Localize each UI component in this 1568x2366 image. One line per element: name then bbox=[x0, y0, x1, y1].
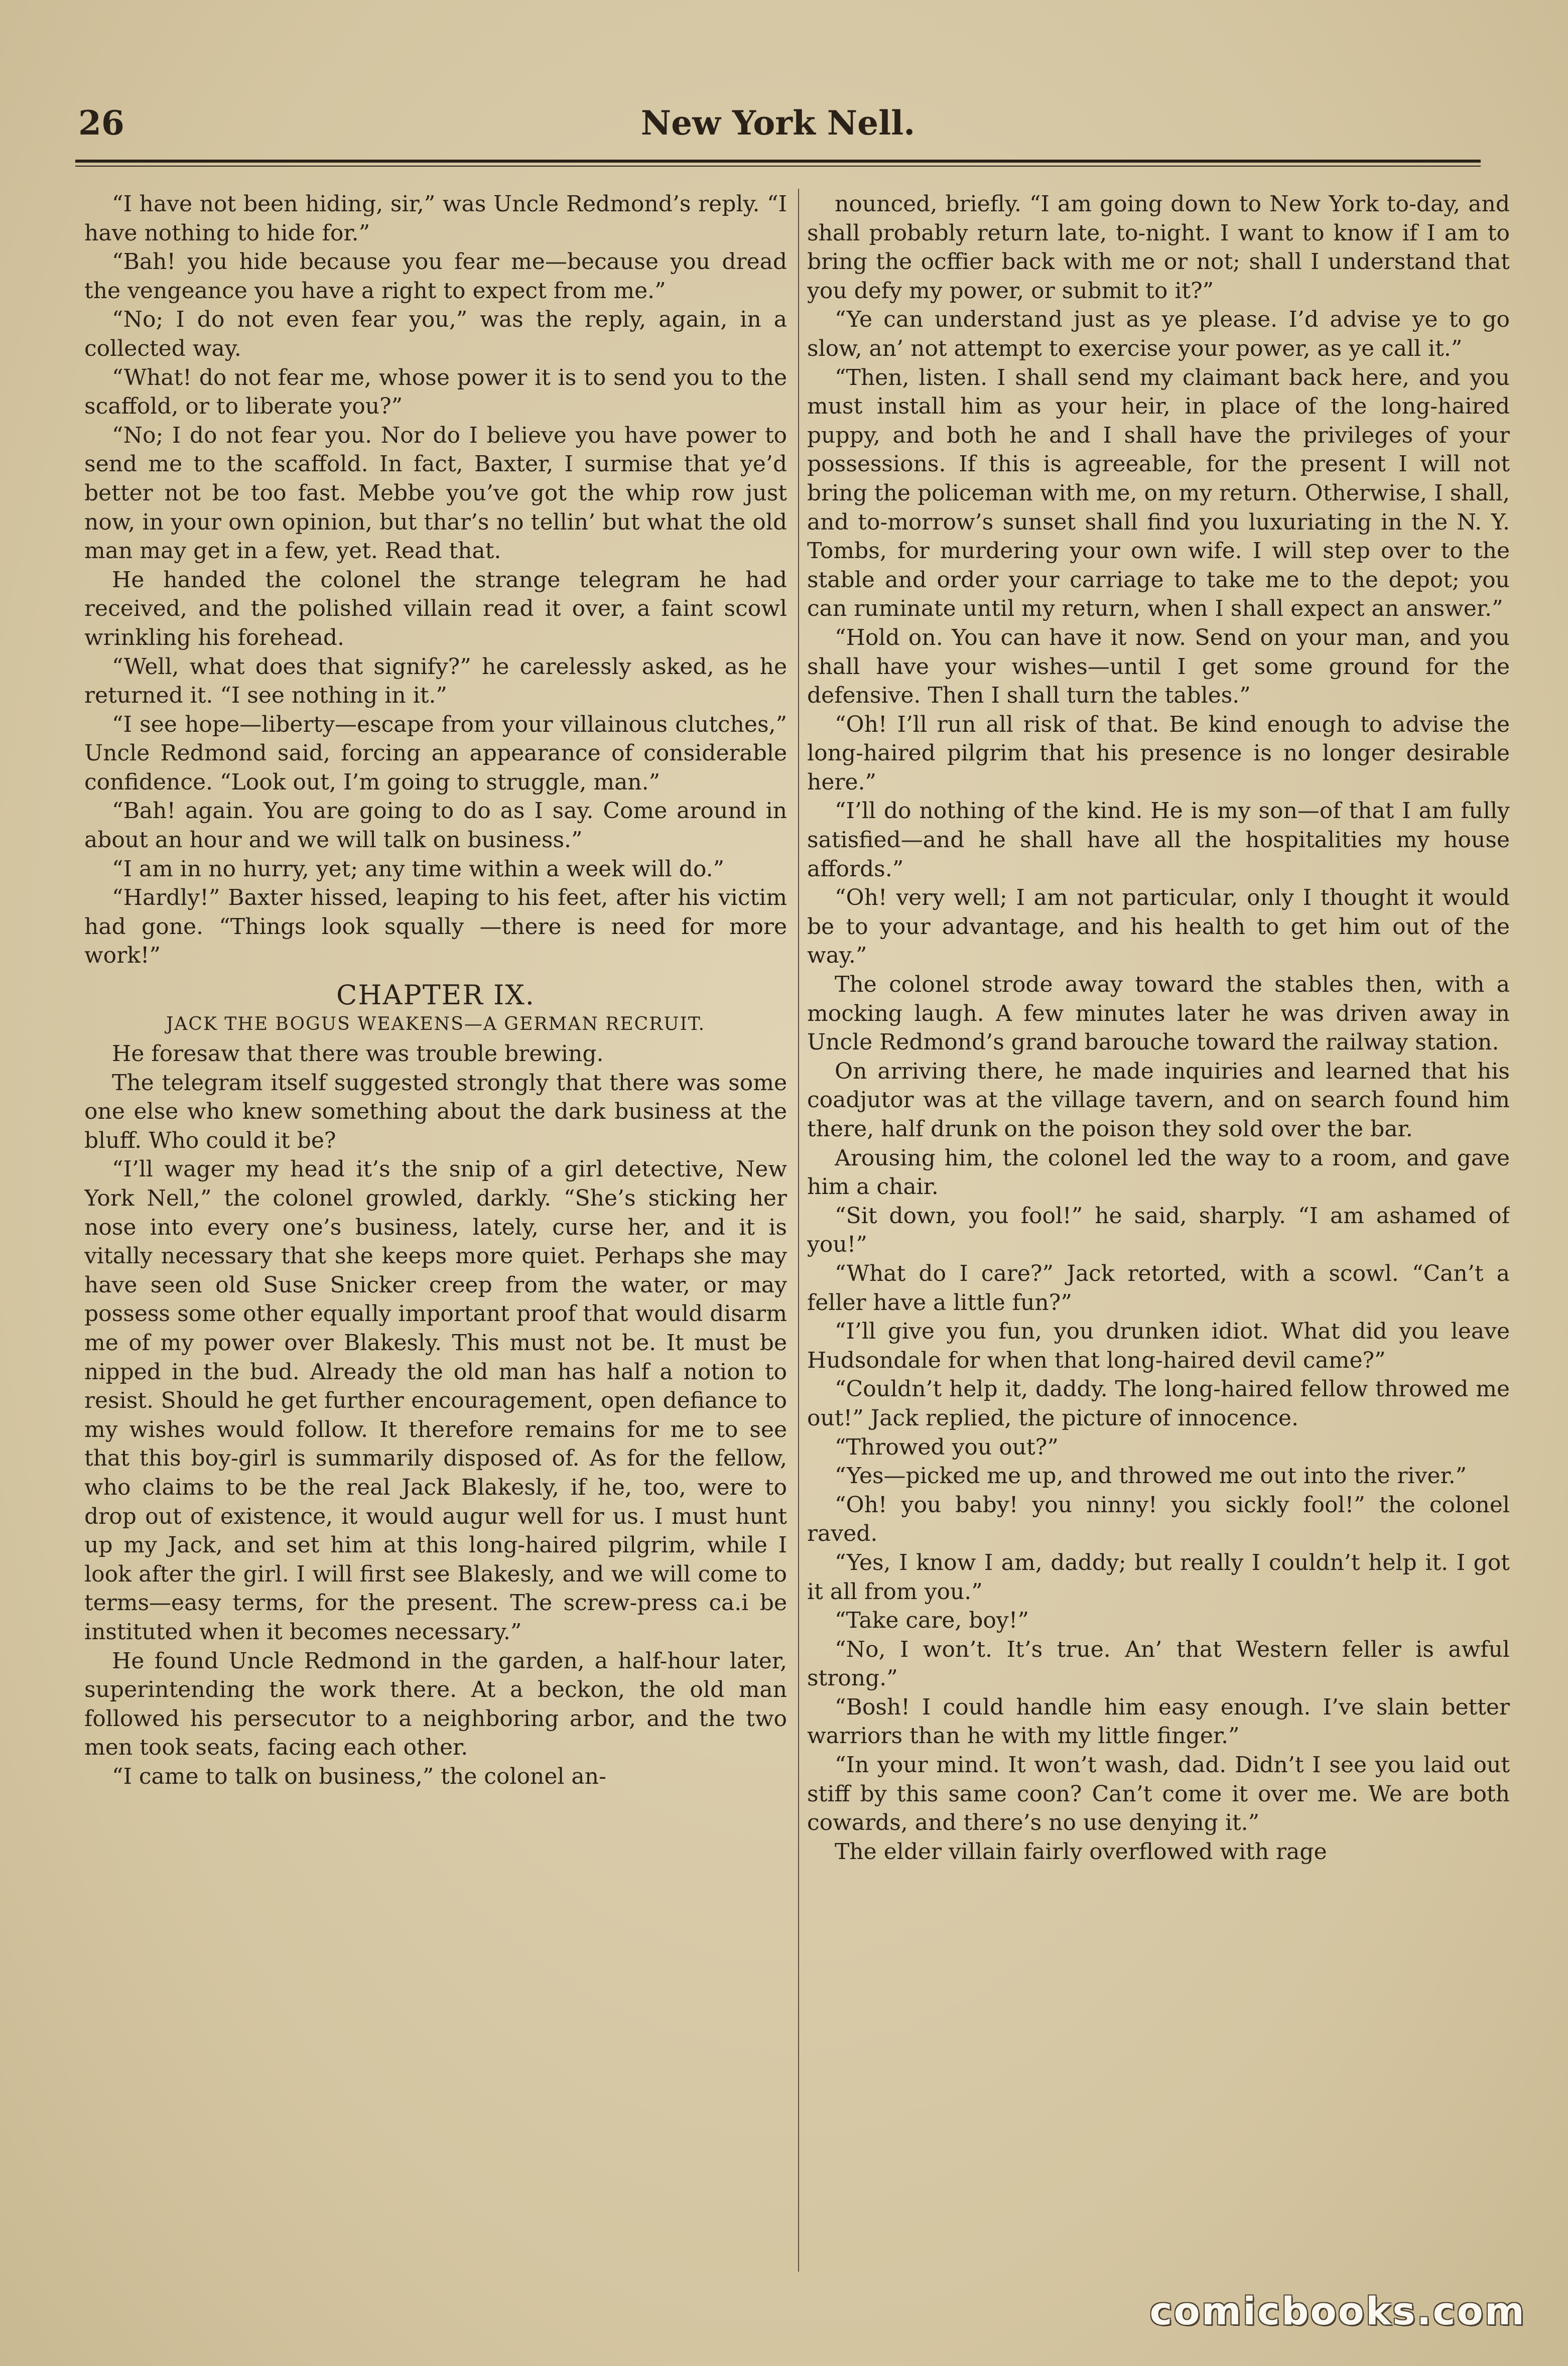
header-rule bbox=[75, 160, 1481, 167]
page-header bbox=[75, 98, 1481, 154]
paragraph: “Take care, boy!” bbox=[835, 1608, 1029, 1634]
paragraph: He foresaw that there was trouble brewing. bbox=[112, 1041, 604, 1067]
page-number: 26 bbox=[78, 103, 124, 143]
paragraph: nounced, briefly. “I am going down to New York to-day, and shall probably return late, to-night. I want to know if I am to bring the ocffier back with me or not; shall I understand that you defy my power, or submit to it?” bbox=[807, 191, 1510, 304]
paragraph: “What! do not fear me, whose power it is to send you to the scaffold, or to liberate you?” bbox=[84, 364, 787, 420]
paragraph: “Yes, I know I am, daddy; but really I couldn’t help it. I got it all from you.” bbox=[807, 1549, 1510, 1605]
paragraph: “I’ll give you fun, you drunken idiot. What did you leave Hudsondale for when that long-haired devil came?” bbox=[807, 1319, 1510, 1373]
paragraph: “Bah! again. You are going to do as I say. Come around in about an hour and we will talk on business.” bbox=[84, 798, 787, 853]
paragraph: The colonel strode away toward the stables then, with a mocking laugh. A few minutes later he was driven away in Uncle Redmond’s grand barouche toward the railway station. bbox=[807, 972, 1510, 1056]
watermark: comicbooks.com bbox=[1149, 2289, 1526, 2333]
chapter-subtitle: JACK THE BOGUS WEAKENS—A GERMAN RECRUIT. bbox=[166, 1014, 706, 1035]
paragraph: “No, I won’t. It’s true. An’ that Western feller is awful strong.” bbox=[807, 1636, 1510, 1691]
paragraph: “I came to talk on business,” the colonel an- bbox=[112, 1763, 606, 1789]
paragraph: “Then, listen. I shall send my claimant back here, and you must install him as your heir, in place of the long-haired puppy, and both he and I shall have the privileges of your possessions. If this is agreeable, for the present I will not bring the policeman with me, on my return. Otherwise, I shall, and to-morrow’s sunset shall find you luxuriating in the N. Y. Tombs, for murdering your own wife. I will step over to the stable and order your carriage to take me to the depot; you can ruminate until my return, when I shall expect an answer.” bbox=[807, 364, 1510, 622]
chapter-title: CHAPTER IX. bbox=[336, 979, 535, 1011]
right-column bbox=[807, 190, 1510, 2273]
paragraph: “In your mind. It won’t wash, dad. Didn’t I see you laid out stiff by this same coon? Can’t come it over me. We are both cowards, and there’s no use denying it.” bbox=[807, 1752, 1510, 1836]
paragraph: On arriving there, he made inquiries and learned that his coadjutor was at the village tavern, and on search found him there, half drunk on the poison they sold over the bar. bbox=[807, 1058, 1510, 1142]
paragraph: The elder villain fairly overflowed with rage bbox=[835, 1838, 1327, 1865]
right-paragraphs bbox=[807, 190, 1510, 1866]
paragraph: “I have not been hiding, sir,” was Uncle Redmond’s reply. “I have nothing to hide for.” bbox=[84, 191, 787, 246]
paragraph: “No; I do not even fear you,” was the reply, again, in a collected way. bbox=[84, 307, 787, 361]
left-paragraphs-before bbox=[84, 190, 787, 970]
left-column bbox=[84, 190, 787, 2273]
paragraph: “I am in no hurry, yet; any time within a week will do.” bbox=[112, 856, 725, 882]
paragraph: “Bosh! I could handle him easy enough. I’ve slain better warriors than he with my little finger.” bbox=[807, 1694, 1510, 1749]
column-divider bbox=[798, 189, 799, 2272]
paragraph: “Yes—picked me up, and throwed me out into the river.” bbox=[835, 1463, 1467, 1489]
paragraph: “Oh! very well; I am not particular, only I thought it would be to your advantage, and his health to get him out of the way.” bbox=[807, 885, 1510, 969]
paragraph: “Hardly!” Baxter hissed, leaping to his feet, after his victim had gone. “Things look squally —there is need for more work!” bbox=[84, 885, 787, 969]
paragraph: “Hold on. You can have it now. Send on your man, and you shall have your wishes—until I get some ground for the defensive. Then I shall turn the tables.” bbox=[807, 624, 1510, 709]
paragraph: “What do I care?” Jack retorted, with a scowl. “Can’t a feller have a little fun?” bbox=[807, 1260, 1510, 1316]
paragraph: “I’ll do nothing of the kind. He is my son—of that I am fully satisfied—and he shall have all the hospitalities my house affords.” bbox=[807, 798, 1510, 882]
paragraph: “Couldn’t help it, daddy. The long-haired fellow throwed me out!” Jack replied, the picture of innocence. bbox=[807, 1376, 1510, 1431]
paragraph: “Sit down, you fool!” he said, sharply. “I am ashamed of you!” bbox=[807, 1203, 1510, 1258]
paragraph: “I see hope—liberty—escape from your villainous clutches,” Uncle Redmond said, forcing an appearance of considerable confidence. “Look out, I’m going to struggle, man.” bbox=[84, 711, 787, 795]
paragraph: He handed the colonel the strange telegram he had received, and the polished villain read it over, a faint scowl wrinkling his forehead. bbox=[84, 567, 787, 650]
paragraph: “Well, what does that signify?” he carelessly asked, as he returned it. “I see nothing in it.” bbox=[84, 653, 787, 709]
paragraph: “Throwed you out?” bbox=[835, 1434, 1059, 1460]
paragraph: He found Uncle Redmond in the garden, a half-hour later, superintending the work there. At a beckon, the old man followed his persecutor to a neighboring arbor, and the two men took seats, facing each other. bbox=[84, 1648, 787, 1761]
paragraph: “Bah! you hide because you fear me—because you dread the vengeance you have a right to expect from me.” bbox=[84, 249, 787, 304]
paragraph: Arousing him, the colonel led the way to a room, and gave him a chair. bbox=[807, 1145, 1510, 1200]
running-title: New York Nell. bbox=[640, 103, 916, 143]
paragraph: “Oh! you baby! you ninny! you sickly fool!” the colonel raved. bbox=[807, 1492, 1510, 1547]
left-paragraphs-after bbox=[84, 1039, 787, 1791]
paragraph: The telegram itself suggested strongly that there was some one else who knew something about the dark business at the bluff. Who could it be? bbox=[84, 1070, 787, 1153]
paragraph: “Ye can understand just as ye please. I’d advise ye to go slow, an’ not attempt to exercise your power, as ye call it.” bbox=[807, 307, 1510, 361]
paragraph: “No; I do not fear you. Nor do I believe you have power to send me to the scaffold. In fact, Baxter, I surmise that ye’d better not be too fast. Mebbe you’ve got the whip row just now, in your own opinion, but thar’s no tellin’ but what the old man may get in a few, yet. Read that. bbox=[84, 422, 787, 564]
paragraph: “Oh! I’ll run all risk of that. Be kind enough to advise the long-haired pilgrim that his presence is no longer desirable here.” bbox=[807, 711, 1510, 795]
paragraph: “I’ll wager my head it’s the snip of a girl detective, New York Nell,” the colonel growled, darkly. “She’s sticking her nose into every one’s business, lately, curse her, and it is vitally necessary that she keeps more quiet. Perhaps she may have seen old Suse Snicker creep from the water, or may possess some other equally important proof that would disarm me of my power over Blakesly. This must not be. It must be nipped in the bud. Already the old man has half a notion to resist. Should he get further encouragement, open defiance to my wishes would follow. It therefore remains for me to see that this boy-girl is summarily disposed of. As for the fellow, who claims to be the real Jack Blakesly, if he, too, were to drop out of existence, it would augur well for us. I must hunt up my Jack, and set him at this long-haired pilgrim, while I look after the girl. I will first see Blakesly, and we will come to terms—easy terms, for the present. The screw-press ca.i be instituted when it becomes necessary.” bbox=[84, 1156, 787, 1645]
